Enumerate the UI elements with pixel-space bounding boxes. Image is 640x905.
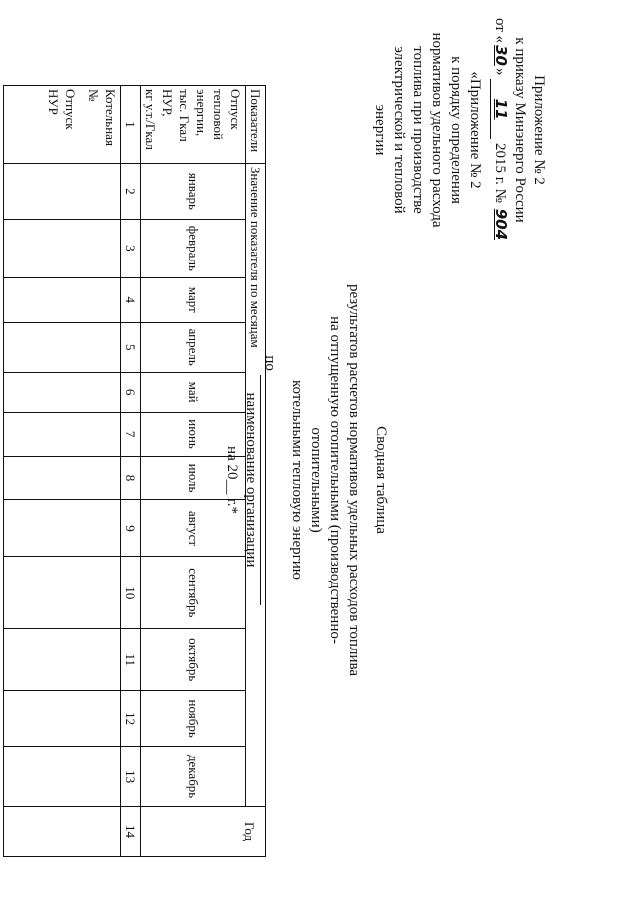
title-line-4: котельными тепловую энергию (289, 379, 305, 580)
value-cell[interactable] (4, 372, 121, 412)
indicator-line: НУР, (160, 89, 175, 117)
month-header: август (141, 500, 246, 557)
sub-appendix-label: «Приложение № 2 (467, 71, 483, 189)
order-date-line (490, 10, 510, 250)
title-line-2: результатов расчетов нормативов удельных расходов топлива (346, 283, 362, 677)
year-text: 2015 г. № (492, 142, 508, 203)
close-quote: » (492, 67, 508, 76)
value-cell[interactable] (4, 691, 121, 747)
month-header: май (141, 372, 246, 412)
value-cell[interactable] (4, 277, 121, 322)
sub-line-3: нормативов удельного расхода (429, 32, 445, 228)
month-header: июль (141, 456, 246, 500)
column-number-row (121, 86, 141, 857)
values-header: Значение показателя по месяцам (246, 163, 266, 806)
indicator-description (141, 86, 246, 164)
month-header: февраль (141, 219, 246, 277)
column-number: 3 (121, 219, 141, 277)
value-cell[interactable] (4, 747, 121, 807)
order-label: к приказу Минэнерго России (512, 37, 528, 223)
column-number: 10 (121, 557, 141, 629)
value-cell[interactable] (4, 322, 121, 372)
column-number: 2 (121, 163, 141, 219)
approval-block (370, 10, 548, 250)
month-header: июнь (141, 412, 246, 456)
sub-line-2: к порядку определения (448, 56, 464, 204)
handwritten-day: 30 (492, 45, 510, 66)
header-row-2 (141, 86, 246, 857)
title-line-3: на отпущенную отопительными (производственно-отопительными) (308, 316, 343, 644)
boiler-label: Котельная (103, 89, 118, 146)
nur-label: НУР (46, 89, 61, 115)
summary-table (3, 85, 266, 857)
release-label: Отпуск (63, 89, 78, 130)
value-cell[interactable] (4, 412, 121, 456)
handwritten-month: 11 (490, 79, 510, 139)
indicator-line: энергии, (194, 89, 209, 137)
boiler-row (4, 86, 121, 857)
column-number: 11 (121, 629, 141, 691)
header-row-1 (246, 86, 266, 857)
value-cell[interactable] (4, 500, 121, 557)
indicator-line: Отпуск (228, 89, 243, 130)
appendix-label: Приложение № 2 (531, 75, 547, 185)
indicator-line: кг у.т./Гкал (143, 89, 158, 150)
column-number: 7 (121, 412, 141, 456)
indicators-header: Показатели (246, 86, 266, 164)
month-header: январь (141, 163, 246, 219)
column-number: 14 (121, 807, 141, 857)
year-value-cell[interactable] (4, 807, 121, 857)
boiler-cell (4, 86, 121, 164)
sub-line-5: электрической и тепловой (391, 46, 407, 214)
from-prefix: от « (492, 17, 508, 44)
column-number: 13 (121, 747, 141, 807)
column-number: 8 (121, 456, 141, 500)
column-number: 5 (121, 322, 141, 372)
value-cell[interactable] (4, 163, 121, 219)
month-header: март (141, 277, 246, 322)
indicator-line: тыс. Гкал (177, 89, 192, 142)
month-header: декабрь (141, 747, 246, 807)
column-number: 9 (121, 500, 141, 557)
value-cell[interactable] (4, 219, 121, 277)
column-number: 12 (121, 691, 141, 747)
column-number: 4 (121, 277, 141, 322)
boiler-number-label: № (86, 89, 101, 102)
document-title: Сводная таблица (373, 426, 389, 534)
value-cell[interactable] (4, 456, 121, 500)
year-line: на 20__ г.* (224, 446, 240, 514)
month-header: ноябрь (141, 691, 246, 747)
month-header: сентябрь (141, 557, 246, 629)
year-header: Год (141, 807, 266, 857)
value-cell[interactable] (4, 557, 121, 629)
organization-caption: наименование организации (243, 392, 259, 568)
column-number: 6 (121, 372, 141, 412)
by-label: по (262, 355, 278, 371)
value-cell[interactable] (4, 629, 121, 691)
handwritten-number: 904 (492, 208, 510, 241)
month-header: апрель (141, 322, 246, 372)
indicator-line: тепловой (211, 89, 226, 140)
month-header: октябрь (141, 629, 246, 691)
column-number: 1 (121, 86, 141, 164)
sub-line-6: энергии (372, 104, 388, 156)
sub-line-4: топлива при производстве (410, 46, 426, 214)
